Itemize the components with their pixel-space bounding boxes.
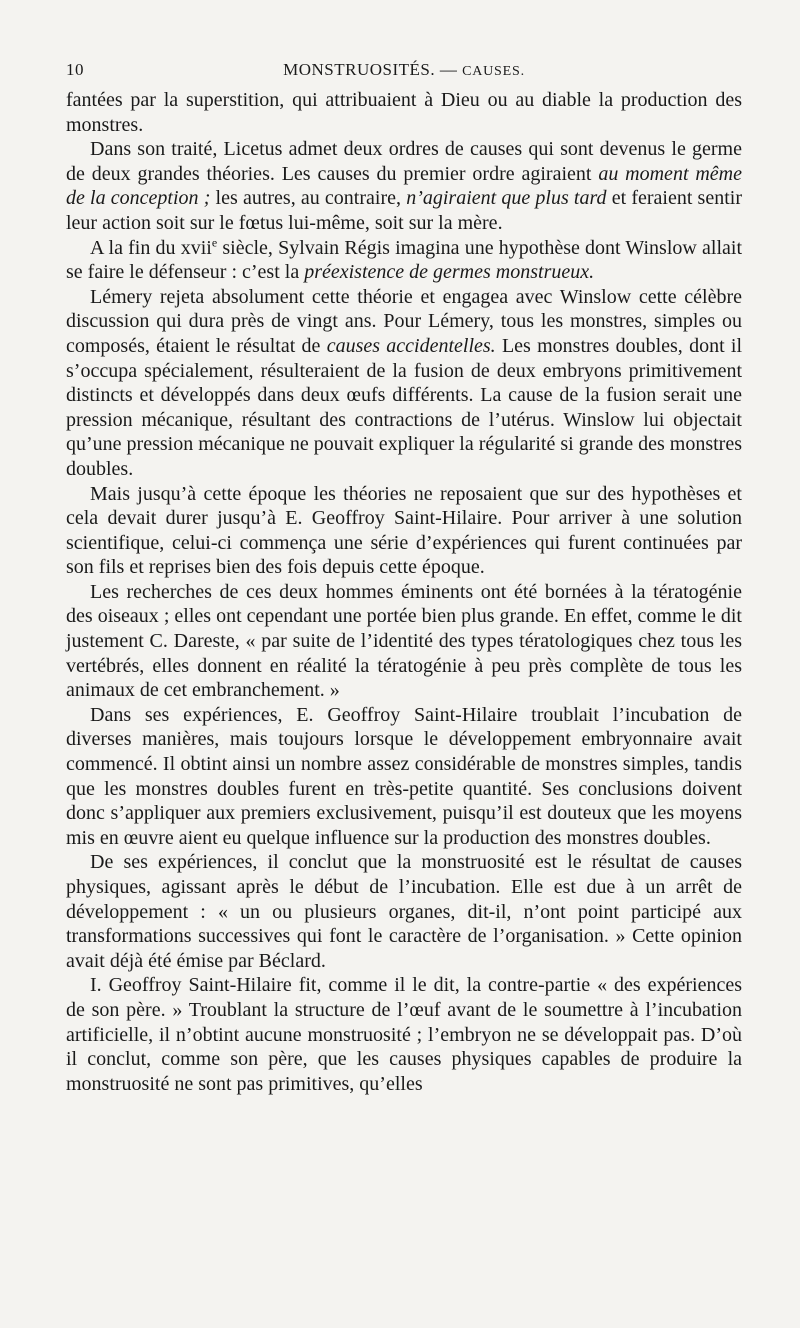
paragraph-text: fantées par la superstition, qui attribuaient à Dieu ou au diable la production des monstres. — [66, 89, 742, 136]
paragraph-text: siècle, Sylvain Régis imagina une hypothèse dont Winslow allait se faire le défenseur : c’est la — [66, 236, 742, 284]
paragraph-text: Les recherches de ces deux hommes éminents ont été bornées à la tératogénie des oiseaux ; elles ont cependant une portée bien plus grande. En effet, comme le dit justement C. Dareste, « par suite de l’identité des types tératologiques chez tous les vertébrés, elles donnent en réalité la tératogénie à peu près complète de tous les animaux de cet embranchement. » — [66, 580, 742, 702]
paragraph-8 — [66, 850, 742, 973]
paragraph-text: I. Geoffroy Saint-Hilaire fit, comme il le dit, la contre-partie « des expériences de son père. » Troublant la structure de l’œuf avant de le soumettre à l’incubation artificielle, il n’obtint aucune monstruosité ; l’embryon ne se développait pas. D’où il conclut, comme son père, que les causes physiques capables de produire la monstruosité ne sont pas primitives, qu’elles — [66, 974, 742, 1095]
running-head — [66, 58, 742, 85]
italic-phrase: n’agiraient que plus tard — [406, 187, 607, 210]
paragraph-text: et feraient sentir leur action soit sur le fœtus lui-même, soit sur la mère. — [66, 187, 742, 234]
running-head-title: MONSTRUOSITÉS. — [283, 60, 436, 79]
paragraph-text: Mais jusqu’à cette époque les théories ne reposaient que sur des hypothèses et cela devait durer jusqu’à E. Geoffroy Saint-Hilaire. Pour arriver à une solution scientifique, celui-ci commença une série d’expériences qui furent continuées par son fils et reprises bien des fois depuis cette époque. — [66, 482, 742, 579]
running-head-section: CAUSES. — [462, 64, 525, 79]
paragraph-text: A la fin du xvii — [90, 236, 212, 259]
paragraph-2 — [66, 137, 742, 235]
italic-phrase: préexistence de germes monstrueux. — [304, 261, 595, 284]
paragraph-9 — [66, 973, 742, 1096]
paragraph-1 — [66, 88, 742, 137]
paragraph-4 — [66, 285, 742, 482]
paragraph-text: Dans son traité, Licetus admet deux ordres de causes qui sont devenus le germe de deux grandes théories. Les causes du premier ordre agiraient — [66, 138, 742, 185]
page-number: 10 — [66, 60, 84, 79]
paragraph-5 — [66, 482, 742, 580]
paragraph-6 — [66, 580, 742, 703]
paragraph-text: Les monstres doubles, dont il s’occupa spécialement, résulteraient de la fusion de deux embryons primitivement distincts et développés dans deux œufs différents. La cause de la fusion serait une pression mécanique, résultant des contractions de l’utérus. Winslow lui objectait qu’une pression mécanique ne pouvait expliquer la régularité si grande des monstres doubles. — [66, 334, 743, 480]
superscript: e — [211, 234, 218, 249]
paragraph-text: Dans ses expériences, E. Geoffroy Saint-Hilaire troublait l’incubation de diverses manières, mais toujours lorsque le développement embryonnaire avait commencé. Il obtint ainsi un nombre assez considérable de monstres simples, tandis que les monstres doubles furent en très-petite quantité. Ses conclusions doivent donc s’appliquer aux premiers exclusivement, puisqu’il est douteux que les moyens mis en œuvre aient eu quelque influence sur la production des monstres doubles. — [66, 703, 742, 849]
paragraph-3 — [66, 236, 742, 285]
running-head-dash: — — [439, 60, 458, 79]
italic-phrase: au moment même de la conception ; — [66, 162, 742, 210]
paragraph-text: Lémery rejeta absolument cette théorie et engagea avec Winslow cette célèbre discussion qui dura près de vingt ans. Pour Lémery, tous les monstres, simples ou composés, étaient le résultat de — [66, 285, 742, 357]
page-header — [66, 58, 742, 84]
paragraph-text: les autres, au contraire, — [210, 187, 407, 210]
paragraph-text: De ses expériences, il conclut que la monstruosité est le résultat de causes physiques, agissant après le début de l’incubation. Elle est due à un arrêt de développement : « un ou plusieurs organes, dit-il, n’ont point participé aux transformations successives qui font le caractère de l’organisation. » Cette opinion avait déjà été émise par Béclard. — [66, 851, 742, 972]
paragraph-7 — [66, 703, 742, 851]
page-body — [66, 88, 742, 1096]
italic-phrase: causes accidentelles. — [326, 334, 496, 357]
